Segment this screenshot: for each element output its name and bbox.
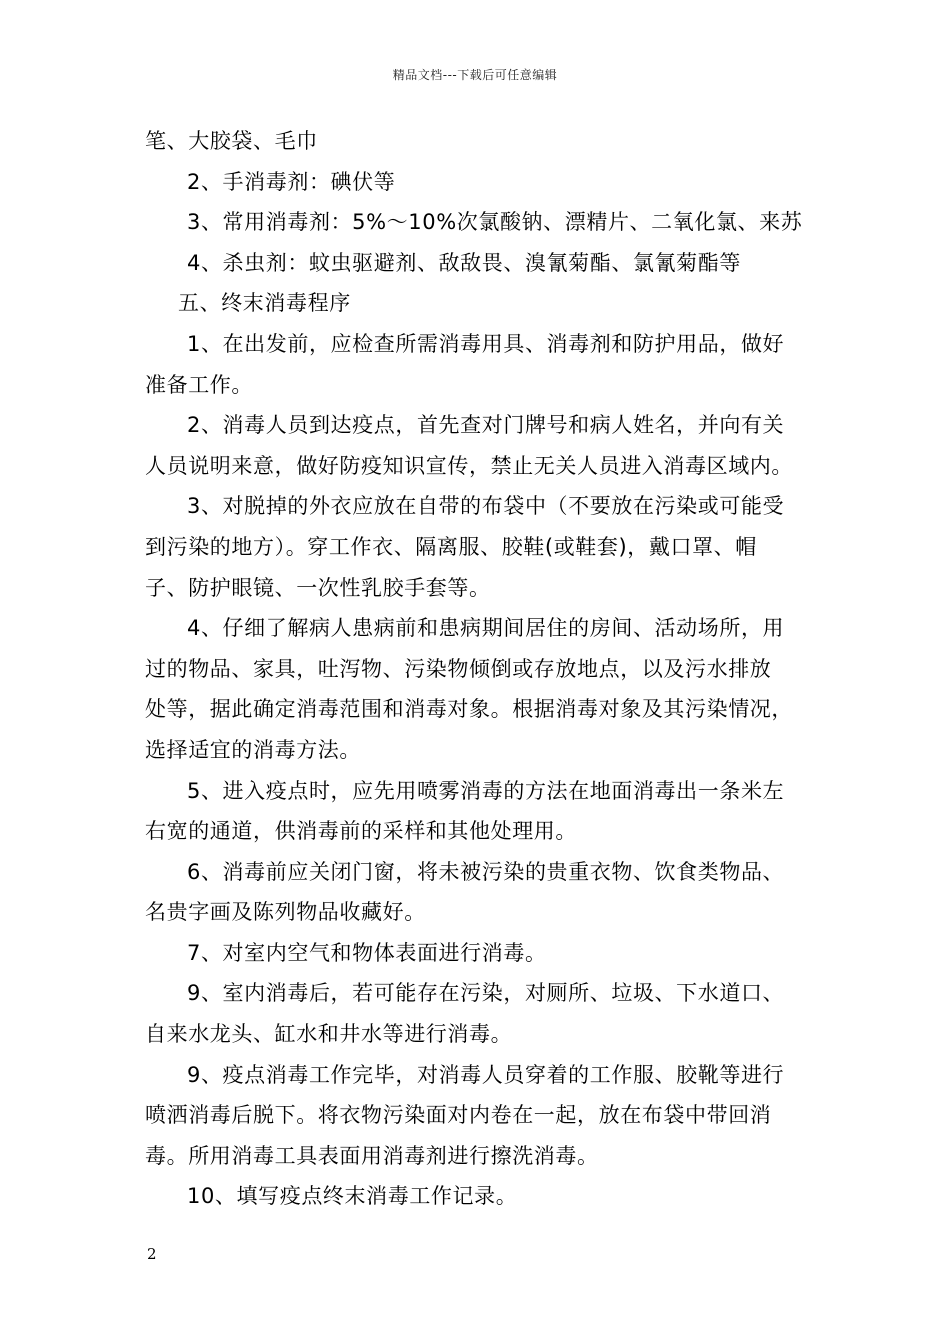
text-line: 1、在出发前，应检查所需消毒用具、消毒剂和防护用品，做好 [187,331,785,356]
text-line: 10、填写疫点终末消毒工作记录。 [187,1184,518,1209]
text-line: 准备工作。 [145,372,253,397]
text-line: 3、对脱掉的外衣应放在自带的布袋中（不要放在污染或可能受 [187,494,785,519]
text-line: 毒。所用消毒工具表面用消毒剂进行擦洗消毒。 [145,1143,599,1168]
text-line: 右宽的通道，供消毒前的采样和其他处理用。 [145,819,577,844]
text-line: 到污染的地方）。穿工作衣、隔离服、胶鞋(或鞋套)，戴口罩、帽 [145,534,757,559]
text-line: 9、疫点消毒工作完毕，对消毒人员穿着的工作服、胶靴等进行 [187,1062,785,1087]
document-body [145,121,825,1217]
text-line: 2、手消毒剂：碘伏等 [187,169,396,194]
text-line: 喷洒消毒后脱下。将衣物污染面对内卷在一起，放在布袋中带回消 [145,1103,772,1128]
text-line: 5、进入疫点时，应先用喷雾消毒的方法在地面消毒出一条米左 [187,778,785,803]
text-line: 笔、大胶袋、毛巾 [145,129,318,153]
text-line: 名贵字画及陈列物品收藏好。 [145,900,426,925]
text-line: 五、终末消毒程序 [178,291,351,316]
text-line: 7、对室内空气和物体表面进行消毒。 [187,940,547,965]
text-line: 子、防护眼镜、一次性乳胶手套等。 [145,575,491,600]
text-line: 处等，据此确定消毒范围和消毒对象。根据消毒对象及其污染情况， [145,697,793,722]
text-line: 6、消毒前应关闭门窗，将未被污染的贵重衣物、饮食类物品、 [187,859,785,884]
page-header: 精品文档---下载后可任意编辑 [392,68,558,82]
text-line: 3、常用消毒剂：5%～10%次氯酸钠、漂精片、二氧化氯、来苏 [187,210,803,235]
text-line: 人员说明来意，做好防疫知识宣传，禁止无关人员进入消毒区域内。 [145,453,793,478]
text-line: 过的物品、家具，吐泻物、污染物倾倒或存放地点，以及污水排放 [145,656,772,681]
text-line: 2、消毒人员到达疫点，首先查对门牌号和病人姓名，并向有关 [187,413,785,438]
text-line: 4、杀虫剂：蚊虫驱避剂、敌敌畏、溴氰菊酯、氯氰菊酯等 [187,250,741,275]
text-line: 4、仔细了解病人患病前和患病期间居住的房间、活动场所，用 [187,616,785,641]
text-line: 选择适宜的消毒方法。 [145,737,361,762]
page-number: 2 [147,1245,157,1263]
text-line: 自来水龙头、缸水和井水等进行消毒。 [145,1022,513,1047]
text-line: 9、室内消毒后，若可能存在污染，对厕所、垃圾、下水道口、 [187,981,785,1006]
